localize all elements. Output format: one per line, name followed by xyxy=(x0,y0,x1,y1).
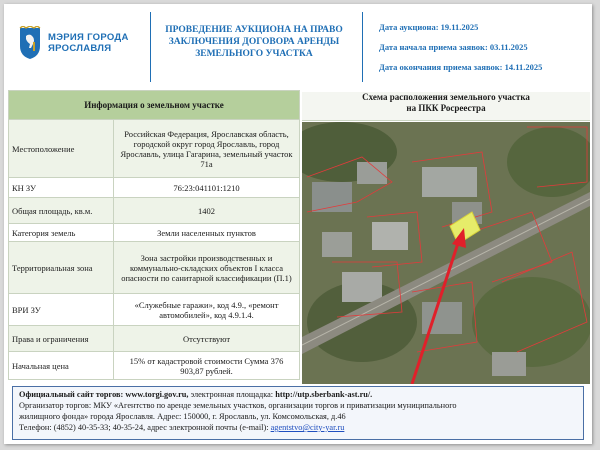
organizer-line-1: Организатор торгов: МКУ «Агентство по аренде земельных участков, организации торгов и приватизации муниципального xyxy=(19,401,457,410)
row-value: Зона застройки производственных и коммунально-складских объектов I класса опасности по санитарной классификации (П.1) xyxy=(114,242,300,294)
row-label: Категория земель xyxy=(9,224,114,242)
table-row xyxy=(9,198,300,224)
contacts-footer xyxy=(12,386,584,440)
info-table xyxy=(8,90,300,380)
application-start-date: Дата начала приема заявок: 03.11.2025 xyxy=(379,42,528,52)
application-end-date: Дата окончания приема заявок: 14.11.2025 xyxy=(379,62,543,72)
divider xyxy=(150,12,151,82)
coat-of-arms-icon xyxy=(18,26,42,60)
map-heading-line-1: Схема расположения земельного участка xyxy=(362,92,530,102)
official-site[interactable]: Официальный сайт торгов: www.torgi.gov.ru, xyxy=(19,390,189,399)
satellite-map-image xyxy=(302,122,590,384)
row-label: Общая площадь, кв.м. xyxy=(9,198,114,224)
logo-line-2: ЯРОСЛАВЛЯ xyxy=(48,43,112,54)
header xyxy=(4,4,592,86)
page-title: ПРОВЕДЕНИЕ АУКЦИОНА НА ПРАВО ЗАКЛЮЧЕНИЯ ДОГОВОРА АРЕНДЫ ЗЕМЕЛЬНОГО УЧАСТКА xyxy=(165,25,343,59)
logo-line-1: МЭРИЯ ГОРОДА xyxy=(48,32,129,43)
table-row xyxy=(9,178,300,198)
table-row xyxy=(9,326,300,352)
organizer-line-2: жилищного фонда» города Ярославля. Адрес: 150000, г. Ярославль, ул. Комсомольская, д.46 xyxy=(19,412,346,421)
row-value: 1402 xyxy=(114,198,300,224)
city-logo xyxy=(18,26,148,66)
platform-label: электронная площадка: xyxy=(190,390,274,399)
row-value: 15% от кадастровой стоимости Сумма 376 903,87 рублей. xyxy=(114,352,300,380)
row-value: «Служебные гаражи», код 4.9., «ремонт автомобилей», код 4.9.1.4. xyxy=(114,294,300,326)
map-heading-line-2: на ПКК Росреестра xyxy=(406,103,486,113)
table-row xyxy=(9,294,300,326)
row-value: Российская Федерация, Ярославская область, городской округ город Ярославль, город Ярославль, улица Гагарина, земельный участок 71а xyxy=(114,120,300,178)
auction-date: Дата аукциона: 19.11.2025 xyxy=(379,22,479,32)
divider xyxy=(362,12,363,82)
table-row xyxy=(9,352,300,380)
platform-link[interactable]: http://utp.sberbank-ast.ru/. xyxy=(275,390,373,399)
cadastral-map xyxy=(302,122,590,384)
row-value: Отсутствуют xyxy=(114,326,300,352)
dates-block xyxy=(379,22,589,82)
slide xyxy=(4,4,592,444)
table-row xyxy=(9,242,300,294)
phone-line: Телефон: (4852) 40-35-33; 40-35-24, адрес электронной почты (e-mail): xyxy=(19,423,269,432)
row-value: 76:23:041101:1210 xyxy=(114,178,300,198)
row-value: Земли населенных пунктов xyxy=(114,224,300,242)
table-row xyxy=(9,120,300,178)
row-label: КН ЗУ xyxy=(9,178,114,198)
row-label: Начальная цена xyxy=(9,352,114,380)
row-label: Территориальная зона xyxy=(9,242,114,294)
row-label: Права и ограничения xyxy=(9,326,114,352)
table-row xyxy=(9,224,300,242)
row-label: ВРИ ЗУ xyxy=(9,294,114,326)
email-link[interactable]: agentstvo@city-yar.ru xyxy=(270,423,345,432)
map-heading xyxy=(302,92,590,121)
row-label: Местоположение xyxy=(9,120,114,178)
info-table-heading: Информация о земельном участке xyxy=(9,91,300,120)
